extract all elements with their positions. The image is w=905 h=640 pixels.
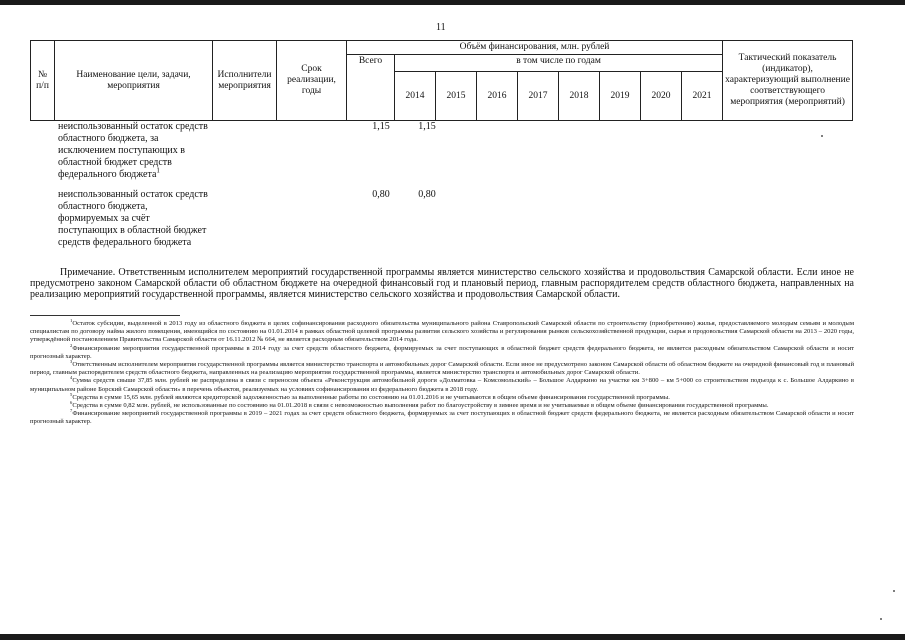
footnote: $^5$Средства в сумме 15,65 млн. рублей являются кредиторской задолженностью за выполненные работы по состоянию на 01.01.2016 и не учитываются в общем объеме финансирования государственной программы.: [70, 391, 670, 401]
top-scan-border: [0, 0, 905, 5]
footnote: $^6$Средства в сумме 0,82 млн. рублей, не использованные по состоянию на 01.01.2018 в связи с невозможностью выполнения работ по благоустройству в зимнее время и не учитываемые в общем объеме финансирования государственной программы.: [70, 399, 769, 410]
header-year: 2015: [436, 72, 477, 121]
footnote: $^1$Остаток субсидии, выделенной в 2013 году из областного бюджета в целях софинансирования расходного обязательства муниципального района Ставропольский Самарской области по строительству (приобретению) жилья, предоставляемого молодым семьям и молодым специалистам по договору найма жилого помещения, имеющийся по состоянию на 01.01.2014 в рамках областной целевой программы развития сельского хозяйства и регулирования рынков сельскохозяйственной продукции, сырья и продовольствия Самарской области на 2013 – 2020 годы, утверждённой постановлением Правительства Самарской области от 16.11.2012 № 664, не является расходным обязательством 2014 года.: [30, 317, 854, 344]
header-indicator: Тактический показатель (индикатор), характеризующий выполнение соответствующего мероприятия (мероприятий): [723, 41, 853, 121]
footnote: $^2$Финансирование мероприятия государственной программы в 2014 году за счет средств областного бюджета, формируемых за счет поступающих в областной бюджет средств федерального бюджета, не является расходным обязательством Самарской области и носит прогнозный характер.: [30, 342, 854, 360]
header-total: Всего: [347, 55, 395, 121]
header-year: 2021: [682, 72, 723, 121]
header-year: 2019: [600, 72, 641, 121]
footnote-separator: [30, 315, 180, 316]
note-paragraph: Примечание. Ответственным исполнителем мероприятий государственной программы является министерство сельского хозяйства и продовольствия Самарской области. Если иное не предусмотрено законом Самарской области об областном бюджете на очередной финансовый год и плановый период, главным распорядителем средств областного бюджета, направленных на реализацию мероприятий государственной программы, является министерство сельского хозяйства и продовольствия Самарской области.: [30, 267, 854, 300]
header-year: 2017: [518, 72, 559, 121]
row-total-value: 1,15: [372, 121, 390, 132]
header-year: 2018: [559, 72, 600, 121]
row-2014-value: 0,80: [418, 189, 436, 200]
row-total-value: 0,80: [372, 189, 390, 200]
header-term: Срок реализации, годы: [277, 41, 347, 121]
table-row-name: неиспользованный остаток средств областного бюджета, за исключением поступающих в областной бюджет средств федерального бюджета$^1$: [58, 121, 208, 180]
scan-speck: [880, 618, 882, 620]
bottom-scan-border: [0, 634, 905, 640]
header-num: № п/п: [31, 41, 55, 121]
page-number: 11: [436, 22, 446, 33]
header-financing: Объём финансирования, млн. рублей: [347, 41, 723, 55]
header-year: 2016: [477, 72, 518, 121]
header-name: Наименование цели, задачи, мероприятия: [55, 41, 213, 121]
footnote: $^3$Ответственным исполнителем мероприятия государственной программы является министерство транспорта и автомобильных дорог Самарской области. Если иное не предусмотрено законом Самарской области об областном бюджете на очередной финансовый год и плановый период, главным распорядителем средств областного бюджета, направленных на реализацию мероприятия государственной программы, является министерство транспорта и автомобильных дорог Самарской области.: [30, 358, 854, 377]
table-row-name: неиспользованный остаток средств областного бюджета, формируемых за счёт поступающих в областной бюджет средств федерального бюджета: [58, 189, 208, 248]
header-year: 2020: [641, 72, 682, 121]
row-2014-value: 1,15: [418, 121, 436, 132]
scan-speck: [821, 135, 823, 137]
footnote: $^7$Финансирование мероприятий государственной программы в 2019 – 2021 годах за счет средств областного бюджета, формируемых за счет поступающих в областной бюджет средств федерального бюджета, не является расходным обязательством Самарской области и носит прогнозный характер.: [30, 408, 854, 426]
financing-table-header: [30, 40, 853, 121]
header-year: 2014: [395, 72, 436, 121]
footnotes: [30, 317, 854, 427]
header-executors: Исполнители мероприятия: [213, 41, 277, 121]
scan-speck: [893, 590, 895, 592]
header-by-years: в том числе по годам: [395, 55, 723, 72]
footnote: $^4$Сумма средств свыше 37,85 млн. рублей не распределена в связи с переносом объекта «Реконструкция автомобильной дороги «Долматовка – Комсомольский» – Большое Алдаркино на участке км 3+800 – км 5+000 со строительством подъезда к с. Большое Алдаркино в муниципальном районе Борский Самарской области» в перечень объектов, реализуемых на условиях софинансирования из федерального бюджета в 2018 году.: [30, 375, 854, 393]
